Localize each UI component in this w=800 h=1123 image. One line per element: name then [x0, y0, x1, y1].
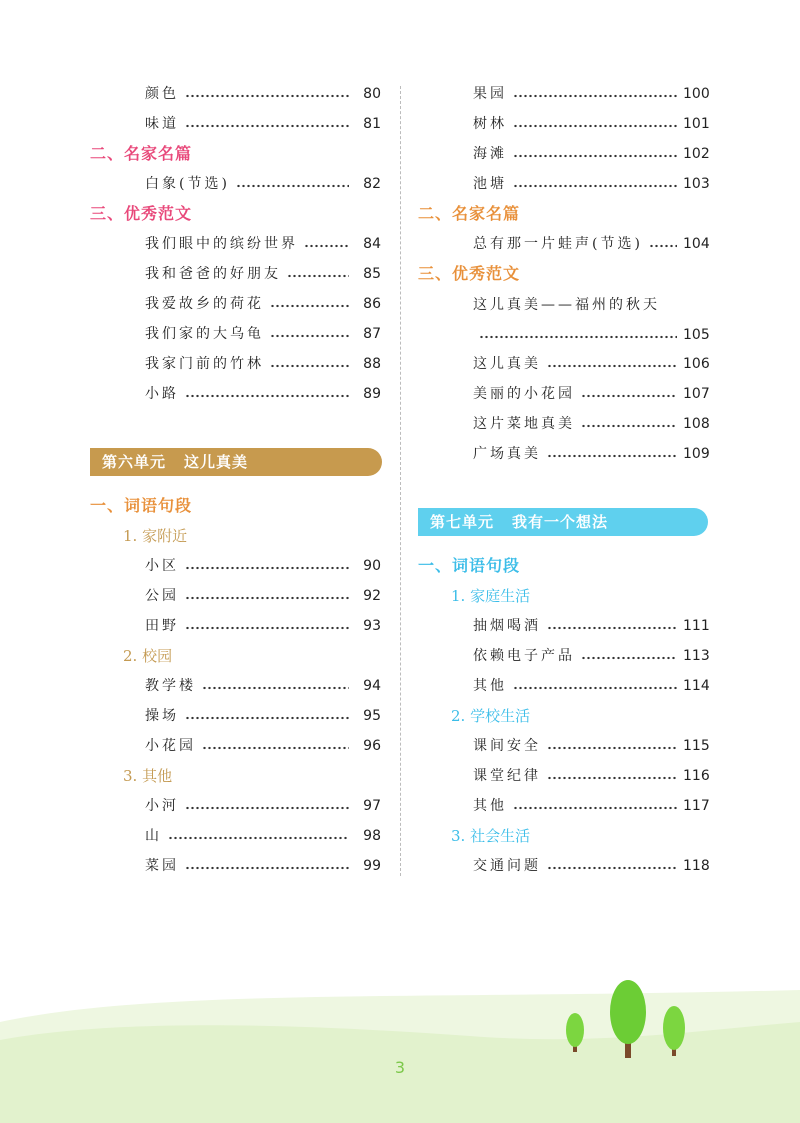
toc-entry-page: 103	[683, 176, 710, 192]
toc-entry[interactable]	[473, 380, 709, 408]
toc-leader-dots	[185, 804, 349, 812]
toc-entry-title: 其他	[473, 678, 507, 694]
toc-entry-title: 依赖电子产品	[473, 648, 575, 664]
toc-entry-title: 我们家的大乌龟	[145, 326, 264, 342]
toc-leader-dots	[547, 624, 677, 632]
section-heading: 一、词语句段	[418, 556, 521, 575]
toc-entry-page: 87	[363, 326, 381, 342]
toc-entry[interactable]	[473, 350, 709, 378]
toc-entry-page: 113	[683, 648, 710, 664]
toc-leader-dots	[547, 362, 677, 370]
toc-entry[interactable]	[473, 642, 709, 670]
toc-leader-dots	[581, 422, 677, 430]
toc-leader-dots	[287, 272, 349, 280]
toc-leader-dots	[513, 152, 677, 160]
toc-leader-dots	[649, 242, 677, 250]
toc-leader-dots	[547, 774, 677, 782]
toc-entry-page: 93	[363, 618, 381, 634]
subsection-heading: 1. 家庭生活	[451, 587, 531, 605]
toc-entry-title: 小花园	[145, 738, 196, 754]
toc-entry-title: 这儿真美	[473, 356, 541, 372]
toc-leader-dots	[304, 242, 349, 250]
toc-entry-title: 交通问题	[473, 858, 541, 874]
toc-entry[interactable]	[473, 672, 709, 700]
toc-entry-title: 果园	[473, 86, 507, 102]
toc-entry-page: 108	[683, 416, 710, 432]
toc-entry-title: 这儿真美——福州的秋天	[473, 297, 660, 313]
toc-leader-dots	[236, 182, 349, 190]
toc-leader-dots	[185, 594, 349, 602]
toc-entry-title: 小区	[145, 558, 179, 574]
toc-entry-title: 美丽的小花园	[473, 386, 575, 402]
toc-entry[interactable]	[473, 762, 709, 790]
toc-entry-page: 101	[683, 116, 710, 132]
toc-entry-title: 白象(节选)	[145, 176, 230, 192]
toc-entry-page: 81	[363, 116, 381, 132]
toc-leader-dots	[547, 864, 677, 872]
toc-leader-dots	[513, 804, 677, 812]
toc-entry[interactable]	[145, 612, 381, 640]
toc-leader-dots	[185, 92, 349, 100]
toc-entry[interactable]	[145, 290, 381, 318]
unit-banner[interactable]	[90, 448, 382, 476]
toc-entry-title: 颜色	[145, 86, 179, 102]
toc-entry-page: 116	[683, 768, 710, 784]
toc-leader-dots	[581, 392, 677, 400]
toc-entry-title: 海滩	[473, 146, 507, 162]
toc-entry-page: 86	[363, 296, 381, 312]
hill-tree-decoration	[0, 960, 800, 1123]
toc-entry-title: 广场真美	[473, 446, 541, 462]
unit-title: 这儿真美	[184, 453, 249, 471]
toc-entry-title: 这片菜地真美	[473, 416, 575, 432]
toc-leader-dots	[185, 122, 349, 130]
toc-entry-page: 99	[363, 858, 381, 874]
toc-entry-page: 118	[683, 858, 710, 874]
toc-entry-page: 96	[363, 738, 381, 754]
toc-entry-title: 操场	[145, 708, 179, 724]
section-heading: 三、优秀范文	[418, 264, 521, 283]
subsection-heading: 1. 家附近	[123, 527, 188, 545]
toc-entry[interactable]	[145, 582, 381, 610]
toc-entry[interactable]	[473, 140, 709, 168]
section-heading: 一、词语句段	[90, 496, 193, 515]
toc-entry-title: 山	[145, 828, 162, 844]
subsection-heading: 3. 社会生活	[451, 827, 531, 845]
toc-entry-title: 其他	[473, 798, 507, 814]
toc-entry-page: 95	[363, 708, 381, 724]
toc-entry-title: 课堂纪律	[473, 768, 541, 784]
toc-entry[interactable]	[145, 852, 381, 880]
toc-entry-page: 92	[363, 588, 381, 604]
toc-entry-title: 田野	[145, 618, 179, 634]
toc-entry-page: 117	[683, 798, 710, 814]
toc-entry-page: 80	[363, 86, 381, 102]
toc-entry-page: 105	[683, 327, 710, 343]
unit-number: 第六单元	[102, 453, 167, 471]
toc-entry-title: 我和爸爸的好朋友	[145, 266, 281, 282]
toc-entry[interactable]	[145, 80, 381, 108]
toc-entry[interactable]	[145, 170, 381, 198]
toc-entry[interactable]	[473, 290, 709, 350]
section-heading: 二、名家名篇	[90, 144, 193, 163]
unit-banner[interactable]	[418, 508, 708, 536]
toc-leader-dots	[185, 392, 349, 400]
toc-entry-title: 小河	[145, 798, 179, 814]
subsection-heading: 3. 其他	[123, 767, 173, 785]
toc-entry-title: 味道	[145, 116, 179, 132]
toc-entry[interactable]	[473, 230, 709, 258]
toc-entry-title: 总有那一片蛙声(节选)	[473, 236, 643, 252]
toc-entry-page: 102	[683, 146, 710, 162]
toc-leader-dots	[270, 362, 349, 370]
toc-entry-page: 88	[363, 356, 381, 372]
subsection-heading: 2. 学校生活	[451, 707, 531, 725]
toc-leader-dots	[547, 452, 677, 460]
toc-entry-page: 90	[363, 558, 381, 574]
toc-leader-dots	[581, 654, 677, 662]
toc-entry-title: 公园	[145, 588, 179, 604]
unit-number: 第七单元	[430, 513, 495, 531]
toc-leader-dots	[185, 864, 349, 872]
toc-entry[interactable]	[473, 80, 709, 108]
toc-leader-dots	[202, 684, 349, 692]
toc-leader-dots	[513, 92, 677, 100]
toc-leader-dots	[185, 624, 349, 632]
toc-entry-title: 菜园	[145, 858, 179, 874]
toc-entry-page: 109	[683, 446, 710, 462]
toc-leader-dots	[185, 564, 349, 572]
toc-entry-page: 111	[683, 618, 710, 634]
toc-entry-page: 107	[683, 386, 710, 402]
toc-leader-dots	[513, 122, 677, 130]
toc-entry[interactable]	[145, 110, 381, 138]
toc-entry-title: 教学楼	[145, 678, 196, 694]
toc-entry-title: 池塘	[473, 176, 507, 192]
toc-leader-dots	[270, 332, 349, 340]
toc-entry[interactable]	[473, 852, 709, 880]
toc-entry[interactable]	[145, 732, 381, 760]
toc-entry[interactable]	[473, 170, 709, 198]
column-divider	[400, 86, 401, 876]
toc-entry[interactable]	[473, 612, 709, 640]
toc-entry-title: 抽烟喝酒	[473, 618, 541, 634]
toc-entry-page: 100	[683, 86, 710, 102]
toc-entry-title: 树林	[473, 116, 507, 132]
page-number: 3	[394, 1058, 406, 1077]
toc-entry[interactable]	[145, 350, 381, 378]
toc-entry-title: 我们眼中的缤纷世界	[145, 236, 298, 252]
toc-leader-dots	[547, 744, 677, 752]
toc-entry-page: 97	[363, 798, 381, 814]
toc-entry[interactable]	[145, 672, 381, 700]
toc-entry[interactable]	[473, 440, 709, 468]
toc-entry-page: 115	[683, 738, 710, 754]
toc-leader-dots	[202, 744, 349, 752]
toc-entry-title: 课间安全	[473, 738, 541, 754]
toc-entry-page: 84	[363, 236, 381, 252]
unit-title: 我有一个想法	[512, 513, 609, 531]
toc-entry[interactable]	[473, 792, 709, 820]
toc-entry[interactable]	[473, 110, 709, 138]
toc-entry[interactable]	[145, 792, 381, 820]
toc-leader-dots	[479, 333, 677, 341]
toc-entry-page: 98	[363, 828, 381, 844]
toc-entry[interactable]	[473, 410, 709, 438]
toc-leader-dots	[168, 834, 349, 842]
toc-entry-title: 我家门前的竹林	[145, 356, 264, 372]
toc-entry[interactable]	[145, 260, 381, 288]
toc-entry[interactable]	[145, 320, 381, 348]
toc-leader-dots	[513, 684, 677, 692]
toc-entry-page: 89	[363, 386, 381, 402]
toc-entry-page: 106	[683, 356, 710, 372]
section-heading: 二、名家名篇	[418, 204, 521, 223]
toc-leader-dots	[513, 182, 677, 190]
section-heading: 三、优秀范文	[90, 204, 193, 223]
toc-entry-page: 85	[363, 266, 381, 282]
toc-entry[interactable]	[473, 732, 709, 760]
toc-entry[interactable]	[145, 702, 381, 730]
toc-entry-page: 94	[363, 678, 381, 694]
toc-entry[interactable]	[145, 380, 381, 408]
toc-entry-title: 小路	[145, 386, 179, 402]
toc-entry-page: 114	[683, 678, 710, 694]
subsection-heading: 2. 校园	[123, 647, 173, 665]
toc-entry-page: 104	[683, 236, 710, 252]
toc-entry[interactable]	[145, 230, 381, 258]
toc-entry-title: 我爱故乡的荷花	[145, 296, 264, 312]
toc-entry[interactable]	[145, 822, 381, 850]
toc-entry[interactable]	[145, 552, 381, 580]
toc-leader-dots	[270, 302, 349, 310]
toc-entry-page: 82	[363, 176, 381, 192]
toc-leader-dots	[185, 714, 349, 722]
